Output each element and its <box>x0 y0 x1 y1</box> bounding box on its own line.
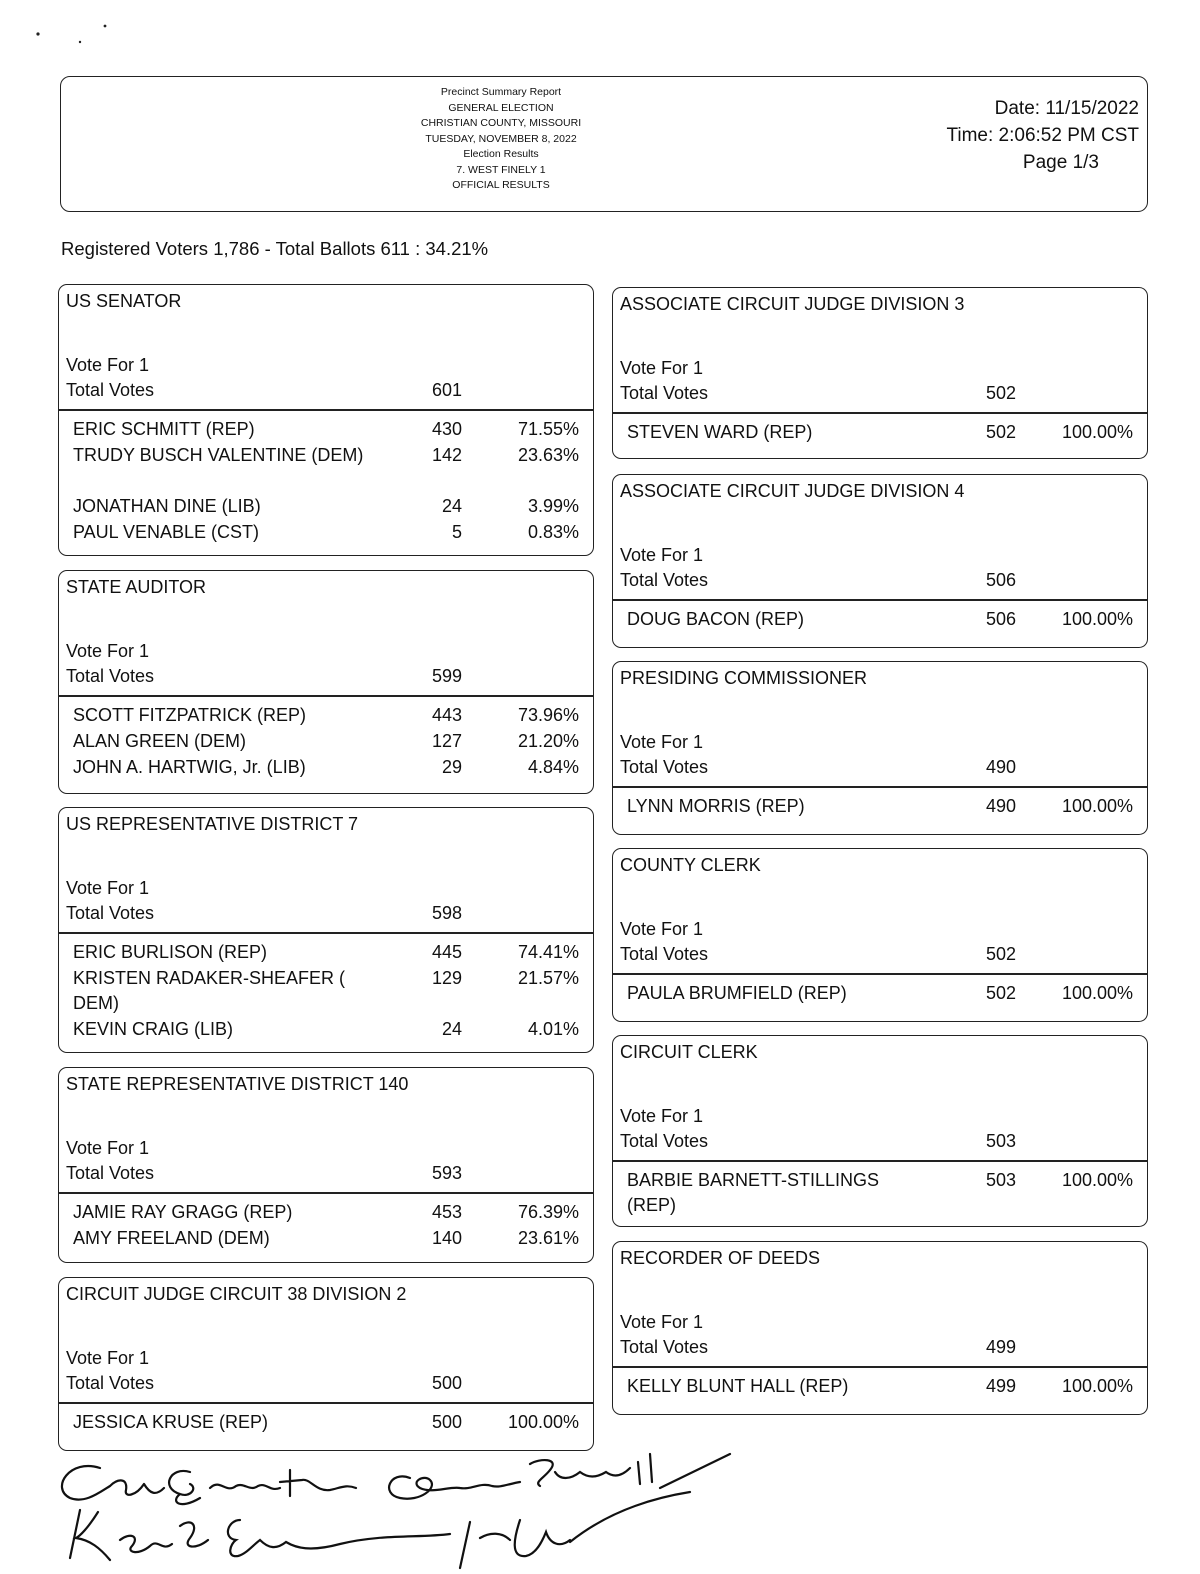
candidate-votes: 506 <box>985 609 1016 629</box>
candidate-name: ALAN GREEN (DEM) <box>73 731 247 751</box>
candidate-percent: 100.00% <box>1061 983 1133 1003</box>
race-title: STATE AUDITOR <box>66 577 207 597</box>
candidate-votes: 430 <box>431 419 462 439</box>
candidate-votes: 453 <box>431 1202 462 1222</box>
candidate-votes: 29 <box>441 757 462 777</box>
candidate-votes: 140 <box>431 1228 462 1248</box>
candidate-percent: 100.00% <box>1061 1170 1133 1190</box>
divider <box>59 695 593 697</box>
candidate-percent: 23.63% <box>517 445 579 465</box>
candidate-name: PAUL VENABLE (CST) <box>73 522 260 542</box>
candidate-name: ERIC SCHMITT (REP) <box>73 419 255 439</box>
divider <box>613 1160 1147 1162</box>
race-box <box>58 1067 594 1263</box>
candidate-name: JESSICA KRUSE (REP) <box>73 1412 269 1432</box>
candidate-name: AMY FREELAND (DEM) <box>73 1228 270 1248</box>
race-title: RECORDER OF DEEDS <box>620 1248 821 1268</box>
vote-for-label: Vote For 1 <box>620 1312 704 1332</box>
total-votes-value: 502 <box>985 944 1016 964</box>
candidate-votes: 499 <box>985 1376 1016 1396</box>
candidate-votes: 500 <box>431 1412 462 1432</box>
candidate-votes: 502 <box>985 983 1016 1003</box>
race-title: STATE REPRESENTATIVE DISTRICT 140 <box>66 1074 409 1094</box>
divider <box>613 599 1147 601</box>
registered-voters-summary: Registered Voters 1,786 - Total Ballots 611 : 34.21% <box>61 238 489 259</box>
candidate-votes: 5 <box>451 522 462 542</box>
total-votes-value: 503 <box>985 1131 1016 1151</box>
candidate-votes: 490 <box>985 796 1016 816</box>
header-line: 7. WEST FINELY 1 <box>456 163 546 176</box>
race-title: COUNTY CLERK <box>620 855 761 875</box>
vote-for-label: Vote For 1 <box>66 355 150 375</box>
race-title: US REPRESENTATIVE DISTRICT 7 <box>66 814 359 834</box>
candidate-percent: 23.61% <box>517 1228 579 1248</box>
race-title: US SENATOR <box>66 291 182 311</box>
header-title-block <box>381 85 621 194</box>
total-votes-value: 601 <box>431 380 462 400</box>
vote-for-label: Vote For 1 <box>66 1348 150 1368</box>
candidate-name: STEVEN WARD (REP) <box>627 422 813 442</box>
candidate-percent: 4.01% <box>527 1019 579 1039</box>
candidate-percent: 71.55% <box>517 419 579 439</box>
race-title: ASSOCIATE CIRCUIT JUDGE DIVISION 3 <box>620 294 965 314</box>
divider <box>59 409 593 411</box>
total-votes-label: Total Votes <box>66 380 155 400</box>
total-votes-value: 599 <box>431 666 462 686</box>
total-votes-label: Total Votes <box>66 666 155 686</box>
total-votes-value: 499 <box>985 1337 1016 1357</box>
candidate-percent: 100.00% <box>1061 422 1133 442</box>
candidate-percent: 0.83% <box>527 522 579 542</box>
signatures <box>40 1448 760 1574</box>
vote-for-label: Vote For 1 <box>66 1138 150 1158</box>
divider <box>59 1192 593 1194</box>
candidate-percent: 4.84% <box>527 757 579 777</box>
vote-for-label: Vote For 1 <box>66 641 150 661</box>
candidate-votes: 142 <box>431 445 462 465</box>
total-votes-label: Total Votes <box>620 757 709 777</box>
total-votes-value: 598 <box>431 903 462 923</box>
total-votes-label: Total Votes <box>620 383 709 403</box>
race-box <box>612 661 1148 835</box>
report-date: Date: 11/15/2022 <box>994 98 1139 119</box>
candidate-votes: 503 <box>985 1170 1016 1190</box>
header-line: GENERAL ELECTION <box>448 101 554 114</box>
candidate-percent: 100.00% <box>1061 1376 1133 1396</box>
candidate-percent: 21.20% <box>517 731 579 751</box>
candidate-percent: 3.99% <box>527 496 579 516</box>
candidate-votes: 24 <box>441 496 462 516</box>
race-box <box>58 570 594 794</box>
candidate-percent: 100.00% <box>507 1412 579 1432</box>
candidate-name: DOUG BACON (REP) <box>627 609 805 629</box>
divider <box>613 1366 1147 1368</box>
race-title: CIRCUIT CLERK <box>620 1042 758 1062</box>
candidate-name: KELLY BLUNT HALL (REP) <box>627 1376 849 1396</box>
divider <box>59 1402 593 1404</box>
divider <box>613 412 1147 414</box>
vote-for-label: Vote For 1 <box>620 732 704 752</box>
divider <box>59 932 593 934</box>
candidate-votes: 127 <box>431 731 462 751</box>
race-box <box>612 474 1148 648</box>
vote-for-label: Vote For 1 <box>66 878 150 898</box>
header-line: Precinct Summary Report <box>440 86 562 98</box>
candidate-percent: 100.00% <box>1061 796 1133 816</box>
candidate-percent: 100.00% <box>1061 609 1133 629</box>
total-votes-label: Total Votes <box>620 570 709 590</box>
total-votes-label: Total Votes <box>620 1131 709 1151</box>
candidate-percent: 74.41% <box>517 942 579 962</box>
report-time: Time: 2:06:52 PM CST <box>946 125 1139 146</box>
candidate-votes: 445 <box>431 942 462 962</box>
race-box <box>612 287 1148 459</box>
vote-for-label: Vote For 1 <box>620 545 704 565</box>
race-box <box>58 1277 594 1451</box>
candidate-name: JONATHAN DINE (LIB) <box>73 496 261 516</box>
candidate-name: JAMIE RAY GRAGG (REP) <box>73 1202 293 1222</box>
total-votes-label: Total Votes <box>620 944 709 964</box>
header-line: CHRISTIAN COUNTY, MISSOURI <box>420 117 582 129</box>
candidate-percent: 21.57% <box>517 968 579 988</box>
total-votes-value: 490 <box>985 757 1016 777</box>
total-votes-label: Total Votes <box>620 1337 709 1357</box>
candidate-name: PAULA BRUMFIELD (REP) <box>627 983 847 1003</box>
total-votes-label: Total Votes <box>66 903 155 923</box>
candidate-percent: 73.96% <box>517 705 579 725</box>
race-title: PRESIDING COMMISSIONER <box>620 668 868 688</box>
vote-for-label: Vote For 1 <box>620 1106 704 1126</box>
header-meta <box>946 95 1139 176</box>
total-votes-label: Total Votes <box>66 1163 155 1183</box>
divider <box>613 973 1147 975</box>
total-votes-value: 500 <box>431 1373 462 1393</box>
race-title: ASSOCIATE CIRCUIT JUDGE DIVISION 4 <box>620 481 965 501</box>
candidate-percent: 76.39% <box>517 1202 579 1222</box>
header-line: OFFICIAL RESULTS <box>452 179 550 191</box>
report-header <box>60 76 1148 212</box>
race-box <box>58 284 594 556</box>
candidate-name: BARBIE BARNETT-STILLINGS (REP) <box>627 1170 880 1215</box>
race-box <box>612 1241 1148 1415</box>
candidate-votes: 502 <box>985 422 1016 442</box>
total-votes-value: 502 <box>985 383 1016 403</box>
candidate-name: KRISTEN RADAKER-SHEAFER ( DEM) <box>73 968 346 1013</box>
total-votes-value: 506 <box>985 570 1016 590</box>
candidate-name: TRUDY BUSCH VALENTINE (DEM) <box>73 445 364 465</box>
header-line: Election Results <box>463 148 539 160</box>
candidate-name: LYNN MORRIS (REP) <box>627 796 805 816</box>
header-line: TUESDAY, NOVEMBER 8, 2022 <box>425 132 577 145</box>
candidate-votes: 443 <box>431 705 462 725</box>
candidate-votes: 129 <box>431 968 462 988</box>
candidate-name: JOHN A. HARTWIG, Jr. (LIB) <box>73 757 306 777</box>
candidate-name: KEVIN CRAIG (LIB) <box>73 1019 234 1039</box>
race-box <box>612 1035 1148 1227</box>
report-page: Page 1/3 <box>1022 152 1099 173</box>
race-box <box>58 807 594 1053</box>
vote-for-label: Vote For 1 <box>620 919 704 939</box>
divider <box>613 786 1147 788</box>
race-box <box>612 848 1148 1022</box>
race-title: CIRCUIT JUDGE CIRCUIT 38 DIVISION 2 <box>66 1284 407 1304</box>
total-votes-value: 593 <box>431 1163 462 1183</box>
candidate-name: SCOTT FITZPATRICK (REP) <box>73 705 306 725</box>
candidate-name: ERIC BURLISON (REP) <box>73 942 268 962</box>
scan-speckle <box>30 18 120 48</box>
candidate-votes: 24 <box>441 1019 462 1039</box>
total-votes-label: Total Votes <box>66 1373 155 1393</box>
vote-for-label: Vote For 1 <box>620 358 704 378</box>
